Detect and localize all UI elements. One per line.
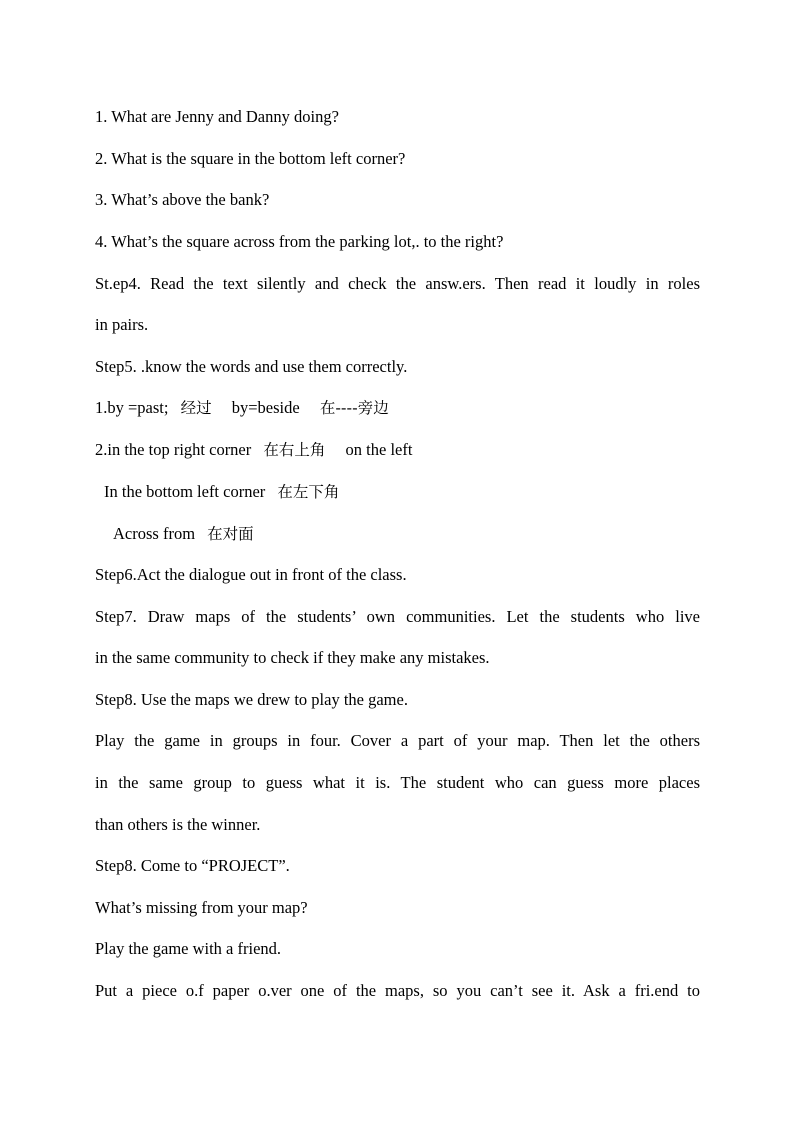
vocab-1-chinese-a: 经过	[180, 399, 212, 417]
vocab-3-english: In the bottom left corner	[104, 482, 266, 501]
vocab-1-english-b: by=beside	[231, 398, 300, 417]
vocab-line-3	[104, 482, 339, 502]
step5-heading: Step5. .know the words and use them correctly.	[95, 357, 408, 376]
question-2: 2. What is the square in the bottom left corner?	[95, 149, 406, 168]
project-heading: Step8. Come to “PROJECT”.	[95, 856, 290, 875]
game-line-1: Play the game in groups in four. Cover a part of your map. Then let the others	[95, 731, 700, 750]
question-3: 3. What’s above the bank?	[95, 190, 270, 209]
step4-line-1: St.ep4. Read the text silently and check the answ.ers. Then read it loudly in roles	[95, 274, 700, 293]
step6-heading: Step6.Act the dialogue out in front of the class.	[95, 565, 407, 584]
vocab-2-chinese-a: 在右上角	[263, 441, 326, 459]
step4-line-2: in pairs.	[95, 315, 149, 334]
project-line-last: Put a piece o.f paper o.ver one of the maps, so you can’t see it. Ask a fri.end to	[95, 981, 700, 1000]
vocab-line-4	[113, 524, 254, 544]
step7-line-2: in the same community to check if they make any mistakes.	[95, 648, 490, 667]
vocab-3-chinese: 在左下角	[277, 483, 340, 501]
game-line-2: in the same group to guess what it is. The student who can guess more places	[95, 773, 700, 792]
game-line-3: than others is the winner.	[95, 815, 261, 834]
step7-line-1: Step7. Draw maps of the students’ own communities. Let the students who live	[95, 607, 700, 626]
vocab-1-english-a: 1.by =past;	[95, 398, 169, 417]
vocab-1-chinese-b: 在----旁边	[319, 399, 389, 417]
project-question: What’s missing from your map?	[95, 898, 308, 917]
question-1: 1. What are Jenny and Danny doing?	[95, 107, 339, 126]
vocab-4-english: Across from	[113, 524, 196, 543]
vocab-4-chinese: 在对面	[207, 525, 254, 543]
vocab-line-2	[95, 440, 412, 460]
question-4: 4. What’s the square across from the parking lot,. to the right?	[95, 232, 504, 251]
vocab-line-1	[95, 398, 389, 418]
vocab-2-english-a: 2.in the top right corner	[95, 440, 252, 459]
project-instruction: Play the game with a friend.	[95, 939, 282, 958]
vocab-2-english-b: on the left	[345, 440, 413, 459]
step8-heading: Step8. Use the maps we drew to play the game.	[95, 690, 408, 709]
